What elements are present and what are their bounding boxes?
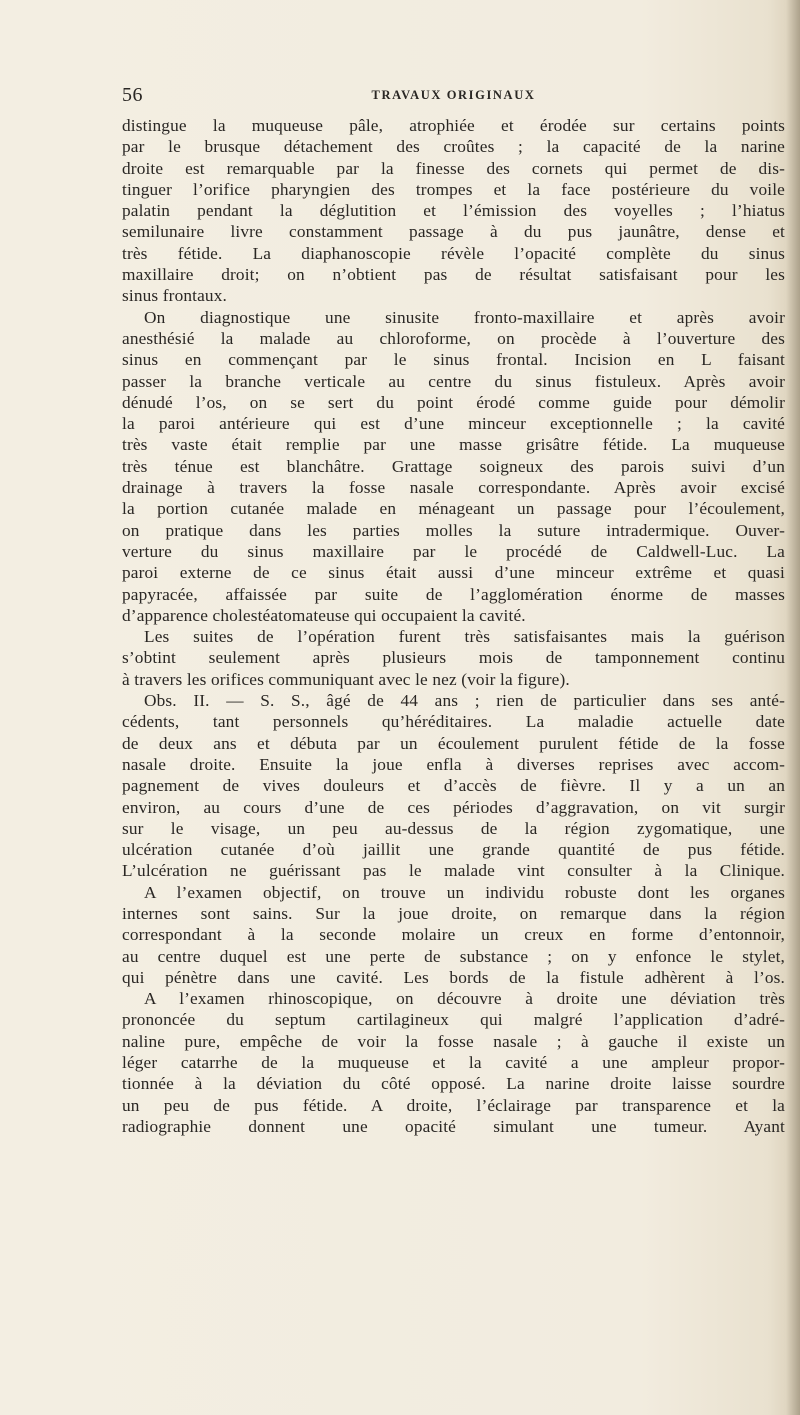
text-line: L’ulcération ne guérissant pas le malade vint consulter à la Clinique.	[122, 861, 785, 881]
running-head: TRAVAUX ORIGINAUX	[371, 88, 536, 102]
text-line: ulcération cutanée d’où jaillit une grande quantité de pus fétide.	[122, 840, 785, 860]
text-line: Les suites de l’opération furent très satisfaisantes mais la guérison	[144, 627, 785, 647]
text-line: A l’examen objectif, on trouve un individu robuste dont les organes	[144, 882, 785, 902]
text-line: radiographie donnent une opacité simulant une tumeur. Ayant	[122, 1116, 785, 1136]
text-line: palatin pendant la déglutition et l’émission des voyelles ; l’hiatus	[122, 201, 785, 221]
text-line: internes sont sains. Sur la joue droite, on remarque dans la région	[122, 903, 785, 923]
text-line: léger catarrhe de la muqueuse et la cavité a une ampleur propor-	[122, 1053, 785, 1073]
text-line: la portion cutanée malade en ménageant un passage pour l’écoulement,	[122, 499, 785, 519]
text-line: distingue la muqueuse pâle, atrophiée et érodée sur certains points	[122, 116, 785, 135]
text-line: sur le visage, un peu au-dessus de la région zygomatique, une	[122, 818, 785, 838]
page-edge-shadow	[786, 0, 800, 1415]
text-line: nasale droite. Ensuite la joue enfla à diverses reprises avec accom-	[122, 754, 785, 774]
text-line: correspondant à la seconde molaire un creux en forme d’entonnoir,	[122, 925, 785, 945]
text-line: pagnement de vives douleurs et d’accès de fièvre. Il y a un an	[122, 776, 785, 796]
text-line: prononcée du septum cartilagineux qui malgré l’application d’adré-	[122, 1010, 785, 1030]
text-line: environ, au cours d’une de ces périodes d’aggravation, on vit surgir	[122, 797, 785, 817]
text-line: cédents, tant personnels qu’héréditaires. La maladie actuelle date	[122, 712, 785, 732]
text-line: passer la branche verticale au centre du sinus fistuleux. Après avoir	[122, 371, 785, 391]
body-text	[122, 115, 785, 1137]
text-line: drainage à travers la fosse nasale correspondante. Après avoir excisé	[122, 478, 785, 498]
text-line: qui pénètre dans une cavité. Les bords de la fistule adhèrent à l’os.	[122, 967, 785, 987]
text-line: droite est remarquable par la finesse des cornets qui permet de dis-	[122, 158, 785, 178]
text-line: anesthésié la malade au chloroforme, on procède à l’ouverture des	[122, 328, 785, 348]
text-line: verture du sinus maxillaire par le procédé de Caldwell-Luc. La	[122, 541, 785, 561]
page-header	[122, 84, 785, 108]
text-line: un peu de pus fétide. A droite, l’éclairage par transparence et la	[122, 1095, 785, 1115]
text-line: on pratique dans les parties molles la suture intradermique. Ouver-	[122, 520, 785, 540]
text-line: très vaste était remplie par une masse grisâtre fétide. La muqueuse	[122, 435, 785, 455]
text-line: tinguer l’orifice pharyngien des trompes et la face postérieure du voile	[122, 179, 785, 199]
text-line: naline pure, empêche de voir la fosse nasale ; à gauche il existe un	[122, 1031, 785, 1051]
text-line: au centre duquel est une perte de substance ; on y enfonce le stylet,	[122, 946, 785, 966]
text-line: sinus frontaux.	[122, 286, 227, 306]
text-line: dénudé l’os, on se sert du point érodé comme guide pour démolir	[122, 392, 785, 412]
text-line: la paroi antérieure qui est d’une minceur exceptionnelle ; la cavité	[122, 414, 785, 434]
text-line: On diagnostique une sinusite fronto-maxillaire et après avoir	[144, 307, 785, 327]
text-line: à travers les orifices communiquant avec le nez (voir la figure).	[122, 669, 570, 689]
text-line: par le brusque détachement des croûtes ; la capacité de la narine	[122, 137, 785, 157]
text-line: maxillaire droit; on n’obtient pas de résultat satisfaisant pour les	[122, 265, 785, 285]
text-line: paroi externe de ce sinus était aussi d’une minceur extrême et quasi	[122, 563, 785, 583]
text-line: semilunaire livre constamment passage à du pus jaunâtre, dense et	[122, 222, 785, 242]
text-line: A l’examen rhinoscopique, on découvre à droite une déviation très	[144, 989, 785, 1009]
text-line: très ténue est blanchâtre. Grattage soigneux des parois suivi d’un	[122, 456, 785, 476]
text-line: papyracée, affaissée par suite de l’agglomération énorme de masses	[122, 584, 785, 604]
text-line: très fétide. La diaphanoscopie révèle l’opacité complète du sinus	[122, 243, 785, 263]
text-line: de deux ans et débuta par un écoulement purulent fétide de la fosse	[122, 733, 785, 753]
text-line: tionnée à la déviation du côté opposé. La narine droite laisse sourdre	[122, 1074, 785, 1094]
text-line: s’obtint seulement après plusieurs mois de tamponnement continu	[122, 648, 785, 668]
page-number: 56	[122, 84, 143, 106]
text-line: d’apparence cholestéatomateuse qui occupaient la cavité.	[122, 605, 526, 625]
text-line: Obs. II. — S. S., âgé de 44 ans ; rien de particulier dans ses anté-	[144, 691, 785, 711]
text-line: sinus en commençant par le sinus frontal. Incision en L faisant	[122, 350, 785, 370]
